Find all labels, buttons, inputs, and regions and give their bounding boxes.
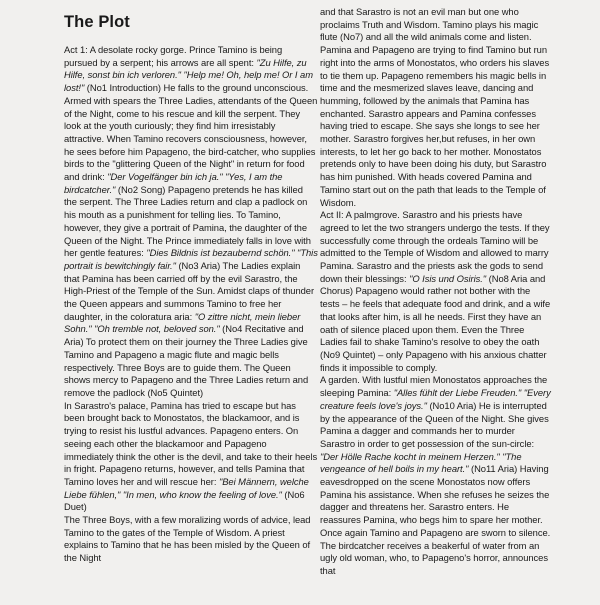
- text-run: and that Sarastro is not an evil man but one who proclaims Truth and Wisdom. Tamino plays his magic flute (No7) and all the wild animals come and listen. Pamina and Papageno are trying to find Tamino but run right into the arms of Monostatos, who orders his slaves to tie them up. Papageno remembers his magic bells in time and the mesmerized slaves leave, dancing and humming, followed by the animals that Pamina has enchanted. Sarastro appears and Pamina confesses having tried to escape. She says she longs to see her mother. Sarastro forgives her,but refuses, in her own interests, to let her go back to her mother. Monostatos pretends only to have been doing his duty, but Sarastro has him punished. With heads covered Pamina and Tamino start out on the path that leads to the Temple of Wisdom.: [320, 6, 550, 208]
- page-title: The Plot: [64, 13, 130, 31]
- text-run: The Three Boys, with a few moralizing words of advice, lead Tamino to the gates of the Temple of Wisdom. A priest explains to Tamino that he has been misled by the Queen of the Night: [64, 514, 311, 564]
- text-run: A garden. With lustful mien Monostatos approaches the sleeping Pamina:: [320, 374, 548, 399]
- quotation: "Zu Hilfe, zu Hilfe, sonst bin ich verloren." "Help me! Oh, help me! Or I am lost!": [64, 56, 313, 94]
- text-column-right: [320, 6, 552, 578]
- text-run: Once again Tamino and Papageno are sworn to silence. The birdcatcher receives a beakerful of water from an ugly old woman, who, to Papageno's horror, announces that: [320, 526, 551, 576]
- text-run: (No10 Aria) He is interrupted by the appearance of the Queen of the Night. She gives Pamina a dagger and commands her to murder Sarastro in order to get possession of the sun-circle:: [320, 399, 549, 449]
- paragraph: [64, 44, 318, 400]
- quotation: "O zittre nicht, mein lieber Sohn." "Oh tremble not, beloved son.": [64, 310, 301, 335]
- text-run: (No3 Aria) The Ladies explain that Pamina has been carried off by the evil Sarastro, the High-Priest of the Temple of the Sun. Amidst claps of thunder the Queen appears and summons Tamino to free her daughter, in the coloratura aria:: [64, 259, 315, 322]
- text-run: Act 1: A desolate rocky gorge. Prince Tamino is being pursued by a serpent; his arrows are all spent:: [64, 44, 283, 68]
- text-run: Act II: A palmgrove. Sarastro and his priests have agreed to let the two strangers undergo the tests. If they successfully come through the ordeals Tamino will be admitted to the Temple of Wisdom and allowed to marry Pamina. Sarastro and the priests ask the gods to send down their blessings:: [320, 209, 550, 284]
- text-run: (No11 Aria) Having eavesdropped on the scene Monostatos now offers Pamina his assistance. When she refuses he seizes the dagger and threatens her. Sarastro enters. He reassures Pamina, who begs him to spare her mother.: [320, 463, 550, 526]
- paragraph: [320, 527, 552, 578]
- text-run: (No6 Duet): [64, 488, 305, 513]
- quotation: "Bei Männern, welche Liebe fühlen," "In men, who know the feeling of love.": [64, 475, 309, 500]
- text-column-left: [64, 44, 318, 565]
- quotation: "Der Hölle Rache kocht in meinem Herzen." "The vengeance of hell boils in my heart.": [320, 450, 522, 475]
- text-run: (No1 Introduction) He falls to the ground unconscious. Armed with spears the Three Ladies, attendants of the Queen of the Night, come to his rescue and kill the serpent. They look at the youth curiously; they find him irresistably attractive. When Tamino recovers consciousness, however, he sees before him Papageno, the bird-catcher, who supplies birds to the "glittering Queen of the Night" in return for food and drink:: [64, 82, 318, 183]
- paragraph: [320, 374, 552, 526]
- quotation: "Dies Bildnis ist bezaubernd schön." "This portrait is bewitchingly fair.": [64, 247, 318, 271]
- quotation: "Alles fühlt der Liebe Freuden." "Every creature feels love's joys.": [320, 387, 551, 411]
- quotation: "Der Vogelfänger bin ich ja." "Yes, I am the birdcatcher.": [64, 171, 283, 195]
- paragraph: [320, 209, 552, 374]
- paragraph: [64, 400, 318, 514]
- paragraph: [64, 514, 318, 565]
- text-run: (No4 Recitative and Aria) To protect them on their journey the Three Ladies give Tamino and Papageno a magic flute and magic bells respectively. Three Boys are to guide them. The Queen shows mercy to Papageno and the Three Ladies return and remove the padlock (No5 Quintet): [64, 323, 309, 398]
- paragraph: [320, 6, 552, 209]
- text-run: (No8 Aria and Chorus) Papageno would rather not bother with the tests – he feels that adequate food and drink, and a wife that looks after him, is all he needs. First they have an oath of silence placed upon them. Even the Three Ladies fail to shake Tamino's resolve to obey the oath (No9 Quintet) – only Papageno with his anxious chatter finds it impossible to comply.: [320, 272, 551, 373]
- text-run: In Sarastro's palace, Pamina has tried to escape but has been brought back to Monostatos, the blackamoor, and is trying to resist his lustful advances. Papageno enters. On seeing each other the blackamoor and Papageno immediately think the other is the devil, and take to their heels in fright. Papageno returns, however, and tells Pamina that Tamino loves her and will rescue her:: [64, 399, 318, 487]
- quotation: "O Isis und Osiris.": [409, 272, 487, 284]
- text-run: (No2 Song) Papageno pretends he has killed the serpent. The Three Ladies return and clap a padlock on his mouth as a punishment for telling lies. To Tamino, however, they give a portrait of Pamina, the daughter of the Queen of the Night. The Prince immediately falls in love with her gentle features:: [64, 183, 311, 259]
